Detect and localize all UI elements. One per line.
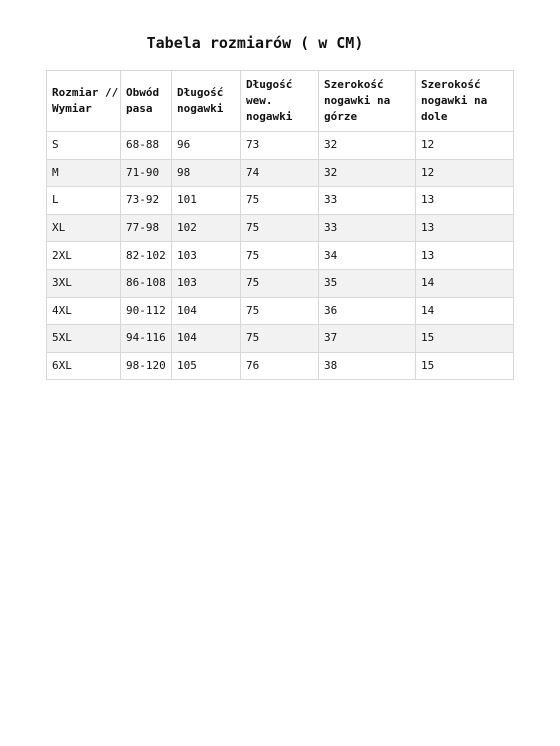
cell-waist: 86-108: [121, 269, 172, 297]
cell-leg-width-top: 36: [319, 297, 416, 325]
cell-inner-leg-length: 76: [241, 352, 319, 380]
cell-leg-width-bottom: 14: [416, 297, 514, 325]
cell-waist: 73-92: [121, 187, 172, 215]
header-waist: Obwód pasa: [121, 71, 172, 132]
cell-leg-width-bottom: 13: [416, 187, 514, 215]
cell-waist: 77-98: [121, 214, 172, 242]
cell-leg-width-top: 35: [319, 269, 416, 297]
size-chart-table: [46, 70, 514, 380]
cell-leg-length: 104: [172, 297, 241, 325]
header-inner-leg-length: Długość wew. nogawki: [241, 71, 319, 132]
table-row: [47, 352, 514, 380]
cell-leg-length: 101: [172, 187, 241, 215]
cell-leg-width-bottom: 13: [416, 242, 514, 270]
cell-size: S: [47, 132, 121, 160]
cell-leg-width-bottom: 12: [416, 159, 514, 187]
cell-size: XL: [47, 214, 121, 242]
header-row: [47, 71, 514, 132]
cell-size: 4XL: [47, 297, 121, 325]
cell-leg-width-top: 33: [319, 187, 416, 215]
cell-leg-length: 102: [172, 214, 241, 242]
cell-inner-leg-length: 75: [241, 187, 319, 215]
page-title: Tabela rozmiarów ( w CM): [146, 34, 364, 52]
cell-size: 6XL: [47, 352, 121, 380]
cell-inner-leg-length: 75: [241, 325, 319, 353]
cell-leg-width-top: 32: [319, 132, 416, 160]
cell-inner-leg-length: 75: [241, 214, 319, 242]
cell-inner-leg-length: 75: [241, 269, 319, 297]
cell-waist: 82-102: [121, 242, 172, 270]
cell-waist: 94-116: [121, 325, 172, 353]
cell-leg-length: 103: [172, 242, 241, 270]
table-row: [47, 214, 514, 242]
cell-leg-width-bottom: 14: [416, 269, 514, 297]
cell-leg-width-top: 38: [319, 352, 416, 380]
cell-leg-width-bottom: 15: [416, 325, 514, 353]
header-leg-width-top: Szerokość nogawki na górze: [319, 71, 416, 132]
cell-waist: 68-88: [121, 132, 172, 160]
table-body: [47, 132, 514, 380]
table-header: [47, 71, 514, 132]
cell-leg-length: 104: [172, 325, 241, 353]
cell-leg-width-bottom: 15: [416, 352, 514, 380]
table-row: [47, 159, 514, 187]
header-size: Rozmiar // Wymiar: [47, 71, 121, 132]
cell-inner-leg-length: 74: [241, 159, 319, 187]
cell-leg-width-bottom: 12: [416, 132, 514, 160]
table-row: [47, 269, 514, 297]
cell-leg-width-bottom: 13: [416, 214, 514, 242]
table-row: [47, 132, 514, 160]
cell-waist: 71-90: [121, 159, 172, 187]
cell-leg-width-top: 33: [319, 214, 416, 242]
cell-leg-length: 96: [172, 132, 241, 160]
cell-size: L: [47, 187, 121, 215]
table-row: [47, 242, 514, 270]
cell-leg-length: 103: [172, 269, 241, 297]
table-row: [47, 325, 514, 353]
cell-inner-leg-length: 75: [241, 242, 319, 270]
cell-size: 2XL: [47, 242, 121, 270]
header-leg-length: Długość nogawki: [172, 71, 241, 132]
table-row: [47, 187, 514, 215]
cell-inner-leg-length: 75: [241, 297, 319, 325]
cell-leg-length: 98: [172, 159, 241, 187]
cell-leg-width-top: 32: [319, 159, 416, 187]
cell-leg-width-top: 34: [319, 242, 416, 270]
cell-waist: 90-112: [121, 297, 172, 325]
header-leg-width-bottom: Szerokość nogawki na dole: [416, 71, 514, 132]
cell-waist: 98-120: [121, 352, 172, 380]
table-row: [47, 297, 514, 325]
cell-size: 3XL: [47, 269, 121, 297]
cell-inner-leg-length: 73: [241, 132, 319, 160]
cell-leg-width-top: 37: [319, 325, 416, 353]
cell-size: 5XL: [47, 325, 121, 353]
cell-leg-length: 105: [172, 352, 241, 380]
cell-size: M: [47, 159, 121, 187]
